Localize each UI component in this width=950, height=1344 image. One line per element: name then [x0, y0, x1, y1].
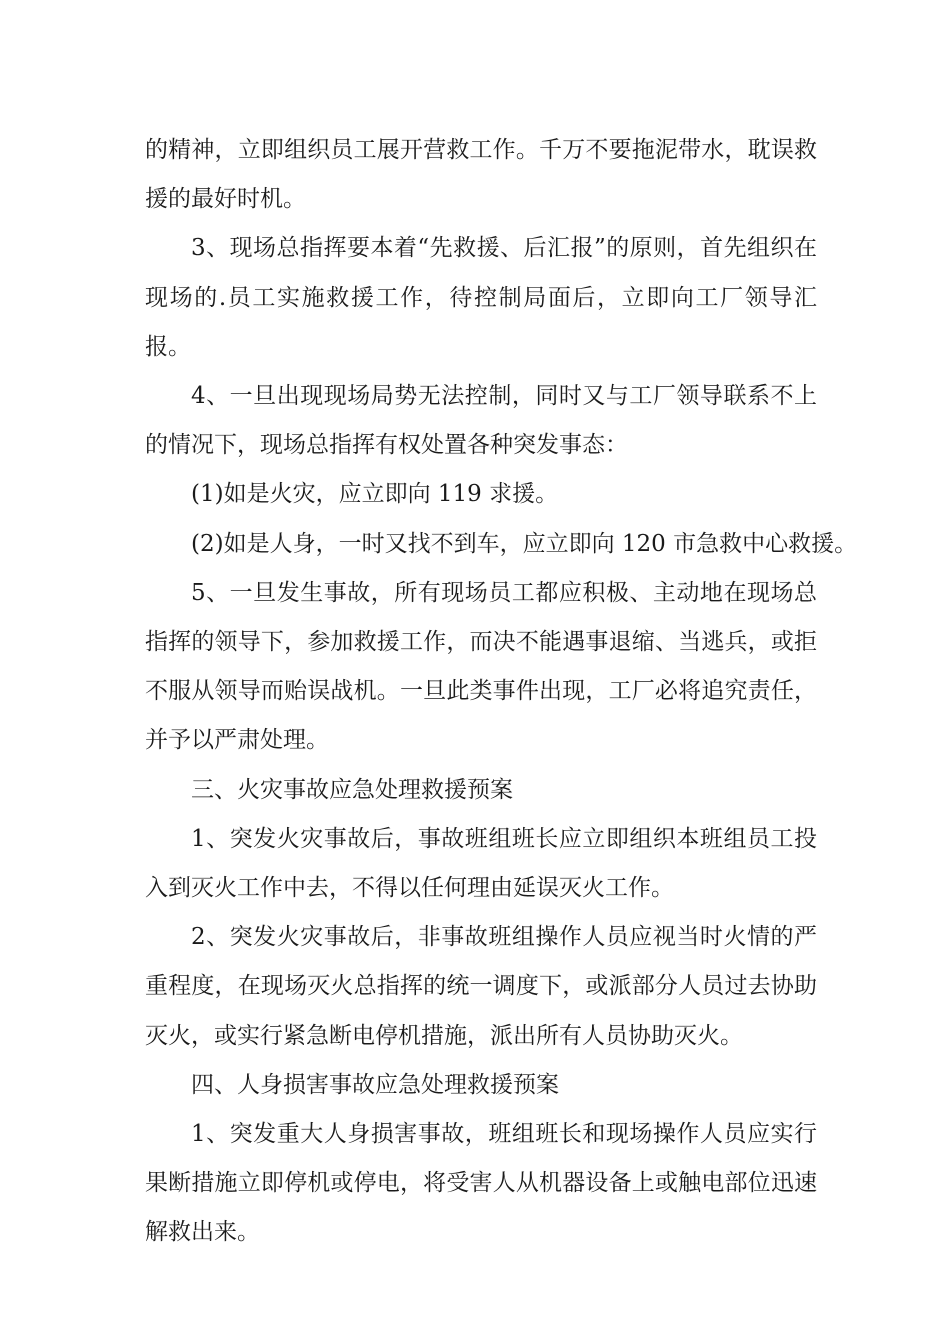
- paragraph-item-5: 5、一旦发生事故，所有现场员工都应积极、主动地在现场总指挥的领导下，参加救援工作，而决不能遇事退缩、当逃兵，或拒不服从领导而贻误战机。一旦此类事件出现，工厂必将追究责任，并予以严肃处理。: [145, 579, 817, 754]
- paragraph-continuation: 的精神，立即组织员工展开营救工作。千万不要拖泥带水，耽误救援的最好时机。: [145, 137, 817, 213]
- paragraph-subitem-1: (1)如是火灾，应立即向 119 求援。: [191, 481, 559, 508]
- paragraph-fire-1: 1、突发火灾事故后，事故班组班长应立即组织本班组员工投入到灭火工作中去，不得以任何理由延误灭火工作。: [145, 825, 817, 902]
- section-heading-injury: 四、人身损害事故应急处理救援预案: [191, 1071, 559, 1098]
- paragraph-subitem-2: (2)如是人身，一时又找不到车，应立即向 120 市急救中心救援。: [191, 530, 858, 557]
- document-body: [145, 126, 858, 1258]
- section-heading-fire: 三、火灾事故应急处理救援预案: [191, 776, 513, 803]
- paragraph-item-4: 4、一旦出现现场局势无法控制，同时又与工厂领导联系不上的情况下，现场总指挥有权处置各种突发事态：: [145, 383, 817, 459]
- paragraph-item-3: 3、现场总指挥要本着“先救援、后汇报”的原则，首先组织在现场的.员工实施救援工作，待控制局面后，立即向工厂领导汇报。: [145, 235, 817, 360]
- paragraph-fire-2: 2、突发火灾事故后，非事故班组操作人员应视当时火情的严重程度，在现场灭火总指挥的统一调度下，或派部分人员过去协助灭火，或实行紧急断电停机措施，派出所有人员协助灭火。: [145, 924, 817, 1049]
- paragraph-injury-1: 1、突发重大人身损害事故，班组班长和现场操作人员应实行果断措施立即停机或停电，将受害人从机器设备上或触电部位迅速解救出来。: [145, 1121, 817, 1246]
